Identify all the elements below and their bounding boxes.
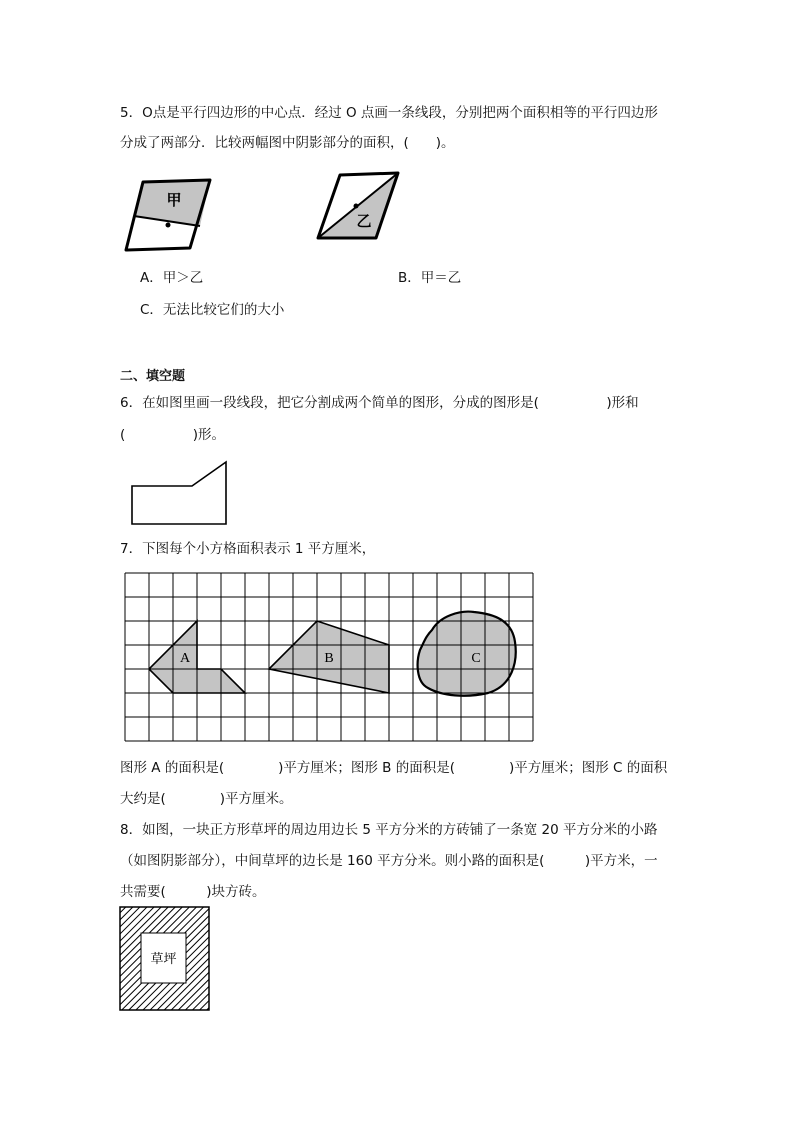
q8-figure [119,906,211,1012]
q5-line-2: 分成了两部分．比较两幅图中阴影部分的面积，( )。 [120,135,455,151]
q5-right-label: 乙 [356,212,372,230]
shape-b-label: B [324,651,334,666]
q5-left-center-point [166,223,171,228]
q5-option-b[interactable]: B．甲＝乙 [398,270,462,286]
q7-answer-line-1: 图形 A 的面积是( )平方厘米；图形 B 的面积是( )平方厘米；图形 C 的面积 [120,760,668,776]
q7-line-1: 7．下图每个小方格面积表示 1 平方厘米， [120,541,376,557]
q7-answer-line-2: 大约是( )平方厘米。 [120,791,293,807]
shape-c-label: C [471,651,481,666]
q5-line-1: 5．O点是平行四边形的中心点．经过 O 点画一条线段，分别把两个面积相等的平行四边形 [120,105,658,121]
shape-a-label: A [179,651,191,666]
lawn-label: 草坪 [150,952,177,967]
q8-line-2: （如图阴影部分），中间草坪的边长是 160 平方分米。则小路的面积是( )平方米，一 [120,853,658,869]
q5-option-a[interactable]: A．甲＞乙 [140,270,204,286]
q6-line-1: 6．在如图里画一段线段，把它分割成两个简单的图形，分成的图形是( )形和 [120,395,639,411]
q7-grid-figure [122,570,542,746]
q5-figure-right [312,166,412,248]
q5-left-label: 甲 [166,191,182,209]
q8-line-1: 8．如图，一块正方形草坪的周边用边长 5 平方分米的方砖铺了一条宽 20 平方分米的小路 [120,822,658,838]
q8-line-3: 共需要( )块方砖。 [120,884,266,900]
q6-line-2: ( )形。 [120,427,226,443]
q5-option-c[interactable]: C．无法比较它们的大小 [140,302,285,318]
q6-figure [128,458,232,528]
q5-figure-left [118,170,223,256]
q6-pentagon-shape [132,462,226,524]
section-title: 二、填空题 [120,369,186,384]
q5-right-center-point [354,204,359,209]
shape-c [418,612,516,696]
